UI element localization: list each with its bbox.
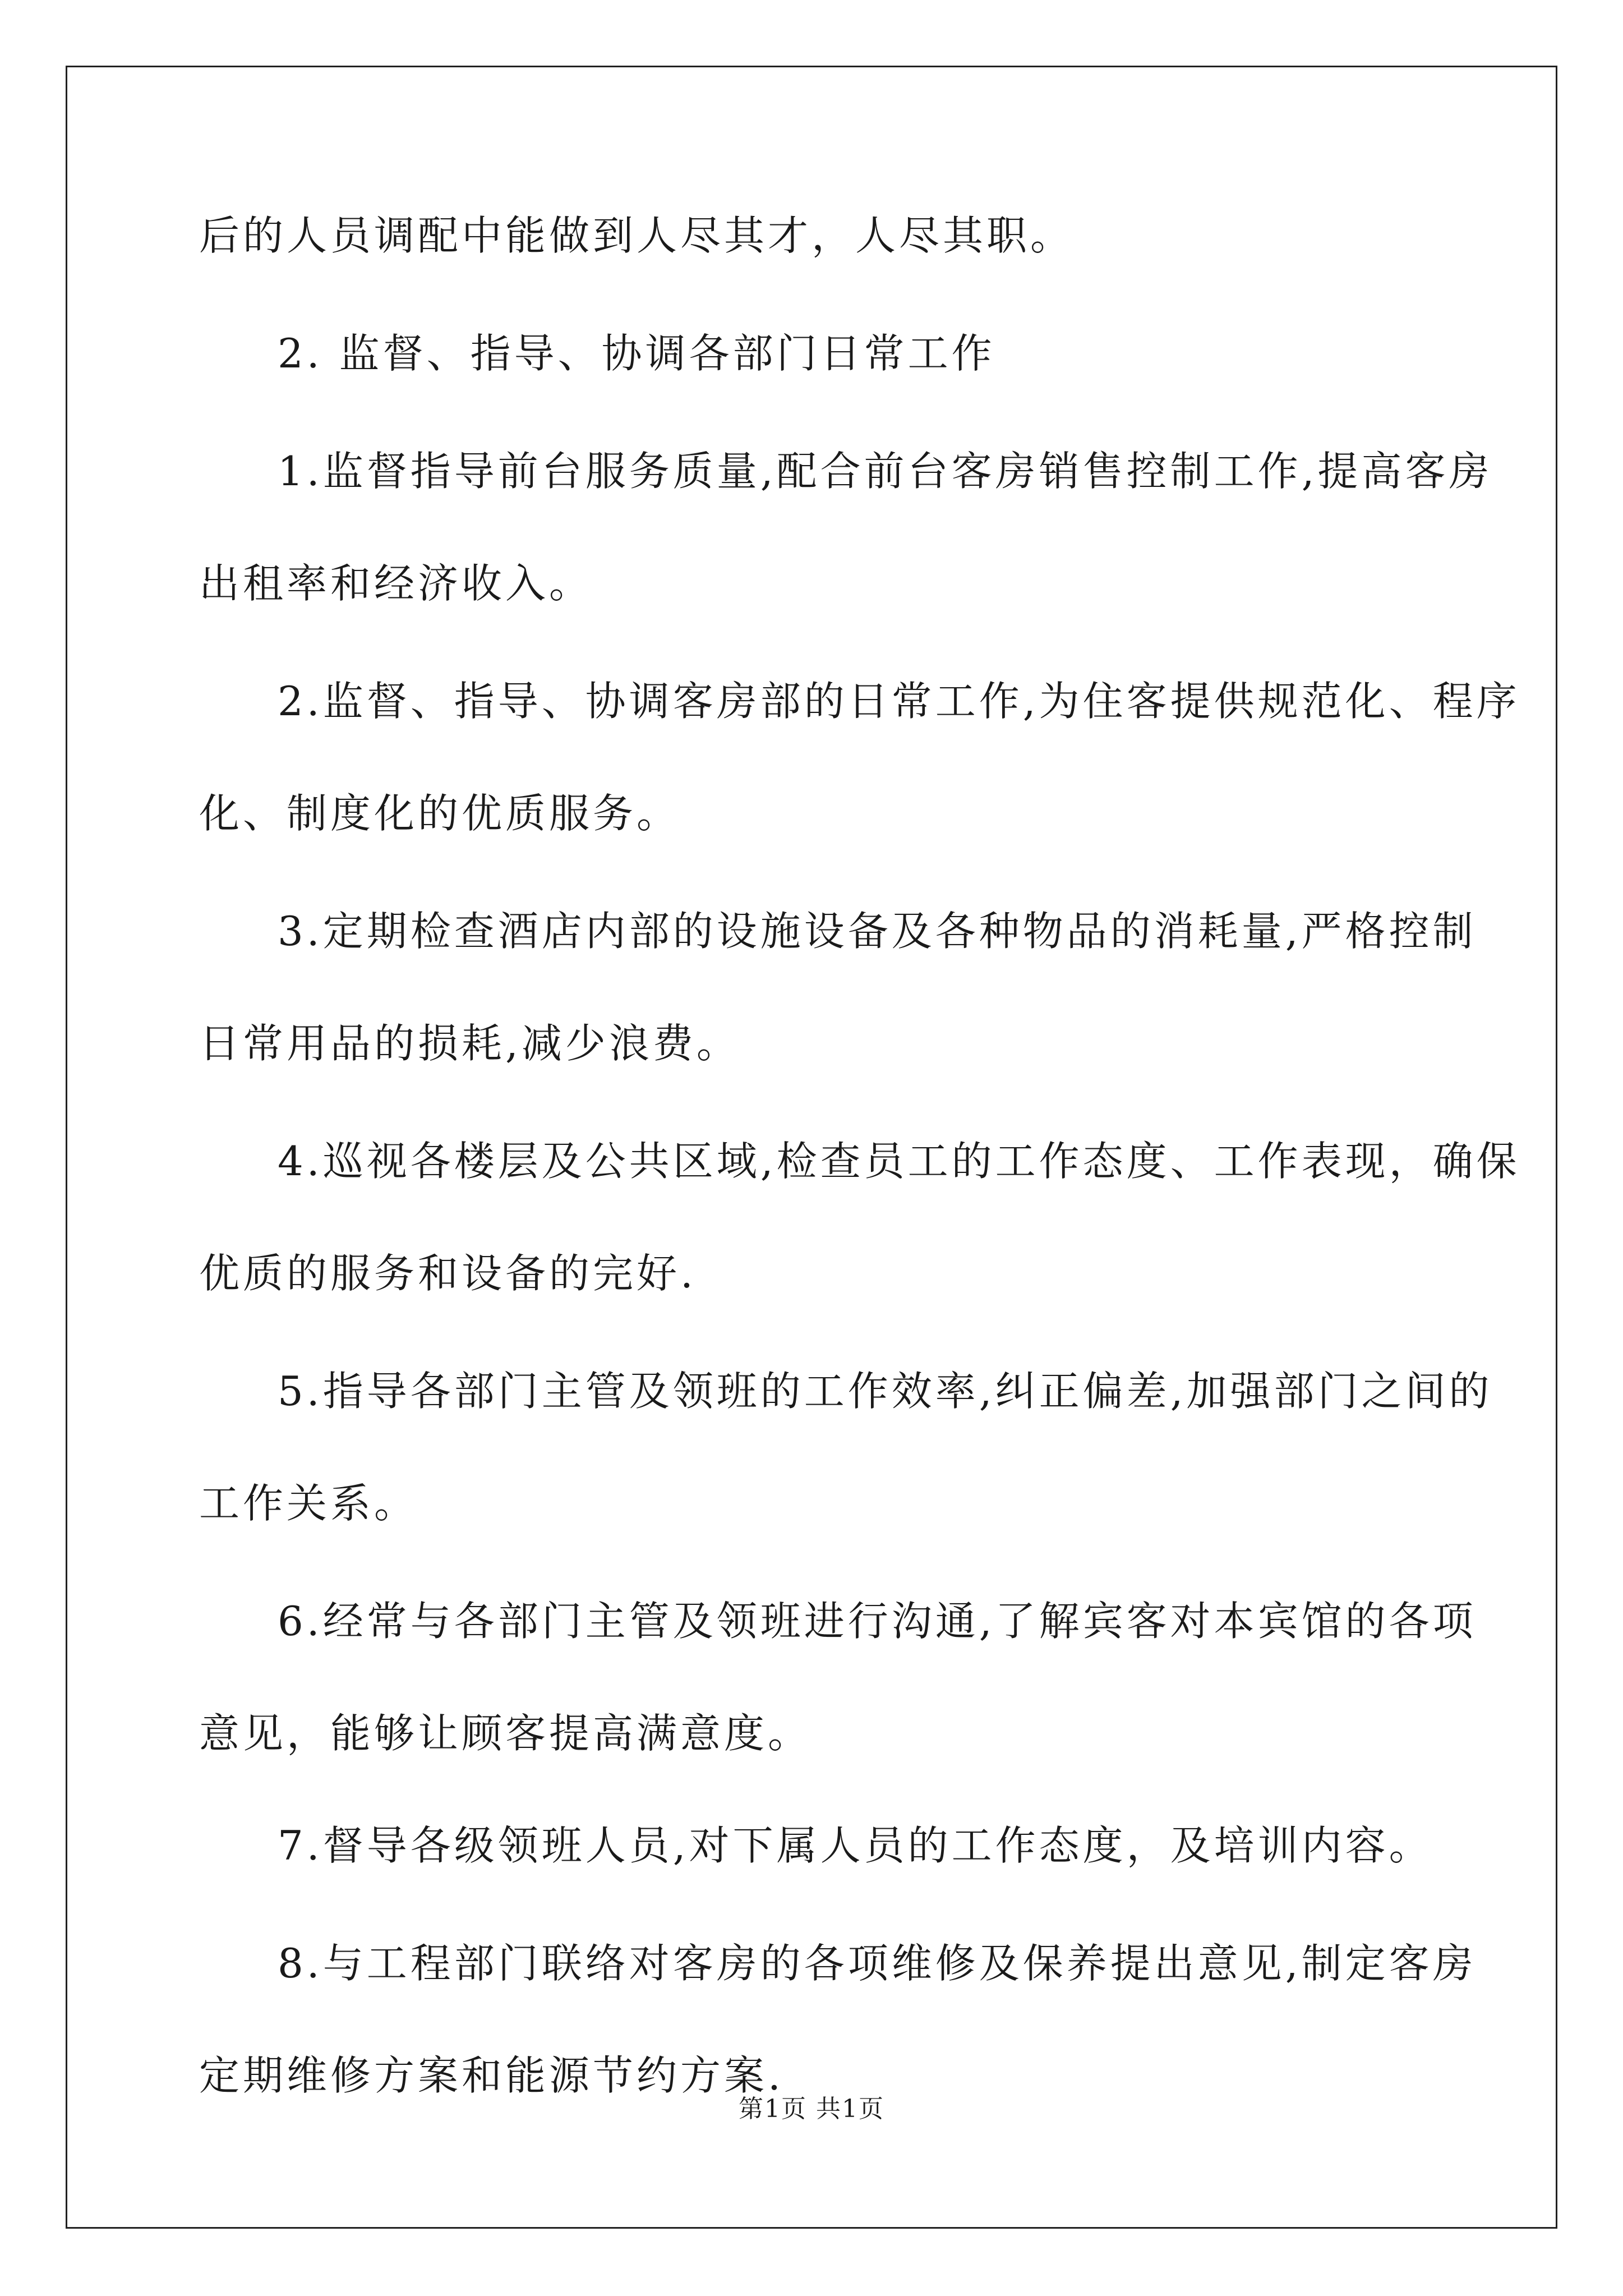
- text-line: 优质的服务和设备的完好.: [199, 1250, 697, 1297]
- text-line: 工作关系。: [199, 1480, 418, 1527]
- text-line: 5.指导各部门主管及领班的工作效率,纠正偏差,加强部门之间的: [278, 1368, 1493, 1415]
- text-line: 7.督导各级领班人员,对下属人员的工作态度，及培训内容。: [278, 1822, 1433, 1869]
- text-line: 1.监督指导前台服务质量,配合前台客房销售控制工作,提高客房: [278, 448, 1493, 495]
- text-line: 出租率和经济收入。: [199, 560, 593, 607]
- text-line: 后的人员调配中能做到人尽其才，人尽其职。: [199, 212, 1075, 259]
- text-line: 化、制度化的优质服务。: [199, 790, 681, 837]
- text-line: 8.与工程部门联络对客房的各项维修及保养提出意见,制定客房: [278, 1940, 1477, 1987]
- text-line: 日常用品的损耗,减少浪费。: [199, 1020, 740, 1067]
- text-line: 定期维修方案和能源节约方案.: [199, 2052, 784, 2099]
- text-line: 2.监督、指导、协调客房部的日常工作,为住客提供规范化、程序: [278, 678, 1520, 725]
- text-line: 6.经常与各部门主管及领班进行沟通,了解宾客对本宾馆的各项: [278, 1598, 1477, 1645]
- text-line: 4.巡视各楼层及公共区域,检查员工的工作态度、工作表现，确保: [278, 1138, 1520, 1185]
- text-line: 3.定期检查酒店内部的设施设备及各种物品的消耗量,严格控制: [278, 908, 1477, 955]
- section-heading: 2. 监督、指导、协调各部门日常工作: [278, 330, 995, 377]
- page-footer: 第1页 共1页: [739, 2095, 884, 2123]
- text-line: 意见，能够让顾客提高满意度。: [199, 1710, 812, 1757]
